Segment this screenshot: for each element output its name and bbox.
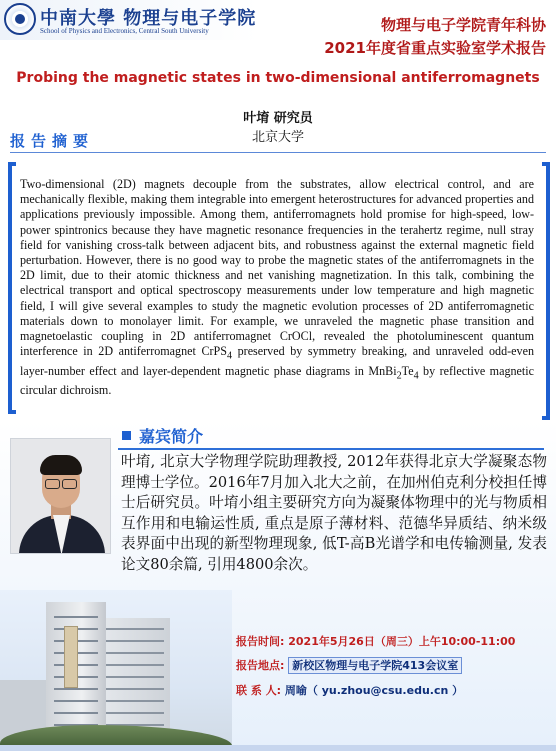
abstract-part3: Te — [401, 363, 414, 378]
contact — [236, 682, 463, 698]
speaker-photo — [10, 438, 111, 554]
bio-heading — [122, 424, 203, 447]
logo-chinese-name: 中南大學 物理与电子学院 — [40, 8, 257, 29]
bio-divider — [118, 448, 544, 450]
logo-english-name: School of Physics and Electronics, Central South University — [40, 27, 209, 35]
bottom-bar — [0, 745, 556, 751]
abstract-divider — [10, 152, 546, 153]
talk-time-label: 报告时间: — [236, 635, 285, 648]
talk-place-label: 报告地点: — [236, 659, 285, 672]
square-bullet-icon — [122, 431, 131, 440]
abstract-part2: preserved by symmetry breaking, and unraveled odd-even layer-number effect and layer-dependent magnetic phase diagrams in MnBi — [20, 344, 534, 378]
speaker-affiliation: 北京大学 — [251, 130, 304, 145]
abstract-sub3: 4 — [413, 370, 419, 382]
building-image — [0, 590, 232, 751]
photo-hair — [40, 455, 82, 475]
contact-value: 周喻（ yu.zhou@csu.edu.cn ） — [284, 684, 464, 697]
university-logo — [0, 0, 258, 40]
abstract-sub2: 2 — [396, 370, 402, 382]
abstract-sub1: 4 — [227, 350, 233, 362]
abstract-text — [20, 177, 534, 399]
series-organizer: 物理与电子学院青年科协 — [380, 16, 546, 34]
speaker-name: 叶堉 研究员 — [243, 111, 313, 126]
photo-glasses-left — [45, 479, 60, 489]
abstract-part4: by reflective magnetic circular dichroism. — [20, 363, 534, 398]
contact-label: 联 系 人: — [236, 684, 282, 697]
abstract-bracket-left — [8, 162, 16, 414]
abstract-bracket-right — [542, 162, 550, 420]
photo-glasses-right — [62, 479, 77, 489]
building-sign — [64, 626, 78, 688]
talk-place — [236, 657, 462, 673]
abstract-heading: 报告摘要 — [10, 132, 95, 150]
talk-place-value: 新校区物理与电子学院413会议室 — [288, 657, 462, 674]
bio-text: 叶堉, 北京大学物理学院助理教授, 2012年获得北京大学凝聚态物理博士学位。2016年7月加入北大之前，在加州伯克利分校担任博士后研究员。叶堉小组主要研究方向为凝聚体物理中的光与物质相互作用和电输运性质, 重点是原子薄材料、范德华异质结、纳米级表界面中出现的新型物理现象, 低T-高B光谱学和电传输测量, 发表论文80余篇, 引用4800余次。 — [121, 453, 547, 573]
university-seal-icon — [4, 3, 36, 35]
talk-time — [236, 633, 515, 649]
abstract-part1: Two-dimensional (2D) magnets decouple from the substrates, allow electrical control, and are mechanically flexible, making them integrable into emergent heterostructures for advanced properties and applications previously impossible. Among them, antiferromagnets hold promise for high-speed, low-power spintronics because they have magnetic resonance frequencies in the terahertz regime, null stray field for vanishing cross-talk between adjacent bits, and robustness against the external magnetic field perturbation. However, there is no good way to probe the magnetic states of the antiferromagnets in the 2D limit, due to their atomic thickness and net vanishing magnetization. In this talk, combining the electrical transport and optical spectroscopy measurements under low temperature and high magnetic field, I will give several examples to study the magnetic evolution processes of 2D antiferromagnetic materials down to monolayer limit. For example, we unraveled the magnetic phase transition and magnetoelastic coupling in 2D antiferromagnet CrOCl, revealed the photoluminescent quantum interference in 2D antiferromagnet CrPS — [20, 177, 534, 359]
talk-time-value: 2021年5月26日（周三）上午10:00-11:00 — [288, 635, 516, 648]
series-title: 2021年度省重点实验室学术报告 — [324, 39, 546, 57]
bio-heading-label: 嘉宾简介 — [139, 427, 204, 446]
talk-title: Probing the magnetic states in two-dimensional antiferromagnets — [16, 70, 540, 86]
